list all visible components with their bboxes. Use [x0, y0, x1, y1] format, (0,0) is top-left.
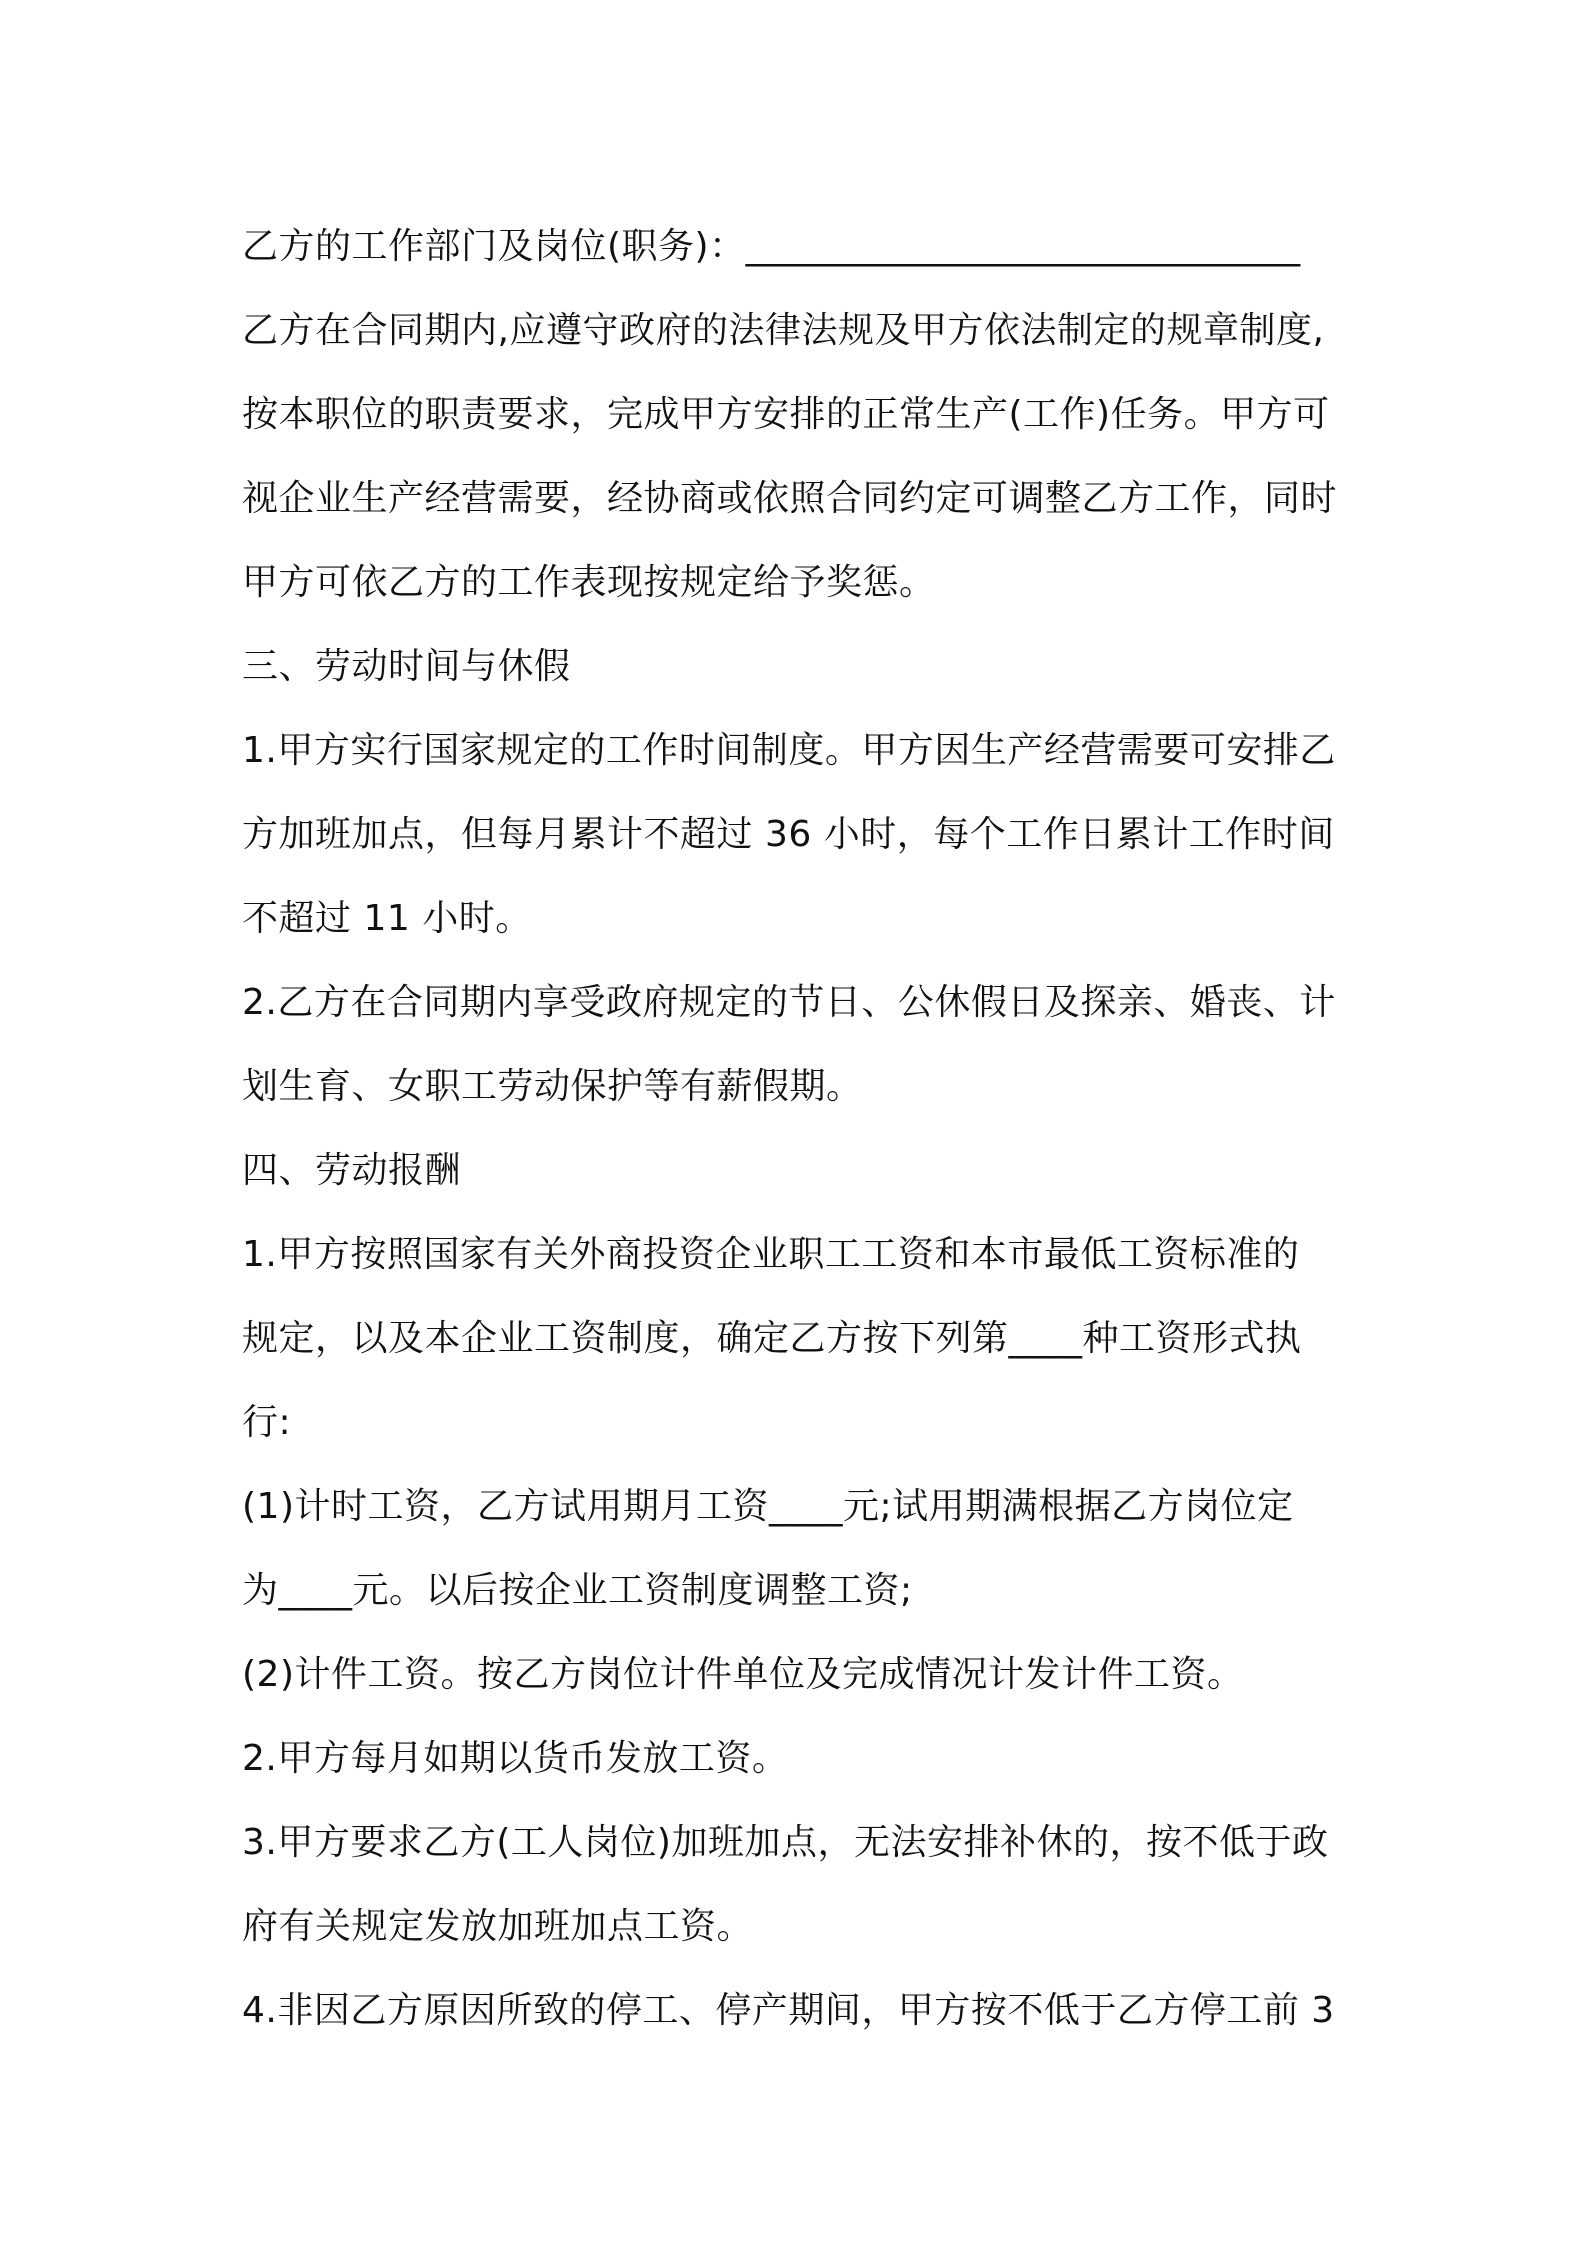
text-line: 1.甲方实行国家规定的工作时间制度。甲方因生产经营需要可安排乙: [242, 730, 1336, 771]
text-line: 乙方在合同期内,应遵守政府的法律法规及甲方依法制定的规章制度,: [242, 310, 1325, 351]
section-heading: 四、劳动报酬: [242, 1150, 462, 1191]
text-line: 府有关规定发放加班加点工资。: [242, 1906, 754, 1947]
text-line: 规定，以及本企业工资制度，确定乙方按下列第____种工资形式执: [242, 1318, 1302, 1359]
text-line: (1)计时工资，乙方试用期月工资____元;试用期满根据乙方岗位定: [242, 1486, 1294, 1527]
text-line: 2.甲方每月如期以货币发放工资。: [242, 1738, 789, 1779]
text-line: (2)计件工资。按乙方岗位计件单位及完成情况计发计件工资。: [242, 1654, 1244, 1695]
text-line: 按本职位的职责要求，完成甲方安排的正常生产(工作)任务。甲方可: [242, 394, 1330, 435]
text-line: 2.乙方在合同期内享受政府规定的节日、公休假日及探亲、婚丧、计: [242, 982, 1336, 1023]
text-line: 1.甲方按照国家有关外商投资企业职工工资和本市最低工资标准的: [242, 1234, 1300, 1275]
text-line: 4.非因乙方原因所致的停工、停产期间，甲方按不低于乙方停工前 3: [242, 1990, 1335, 2031]
document-body: [242, 205, 1382, 2053]
text-line: 行:: [242, 1402, 292, 1443]
text-line: 为____元。以后按企业工资制度调整工资;: [242, 1570, 913, 1611]
text-line: 方加班加点，但每月累计不超过 36 小时，每个工作日累计工作时间: [242, 814, 1335, 855]
section-heading: 三、劳动时间与休假: [242, 646, 571, 687]
text-line: 乙方的工作部门及岗位(职务)：______________________________: [242, 226, 1301, 267]
text-line: 视企业生产经营需要，经协商或依照合同约定可调整乙方工作，同时: [242, 478, 1338, 519]
text-line: 甲方可依乙方的工作表现按规定给予奖惩。: [242, 562, 936, 603]
text-line: 不超过 11 小时。: [242, 898, 532, 939]
text-line: 划生育、女职工劳动保护等有薪假期。: [242, 1066, 863, 1107]
text-line: 3.甲方要求乙方(工人岗位)加班加点，无法安排补休的，按不低于政: [242, 1822, 1329, 1863]
